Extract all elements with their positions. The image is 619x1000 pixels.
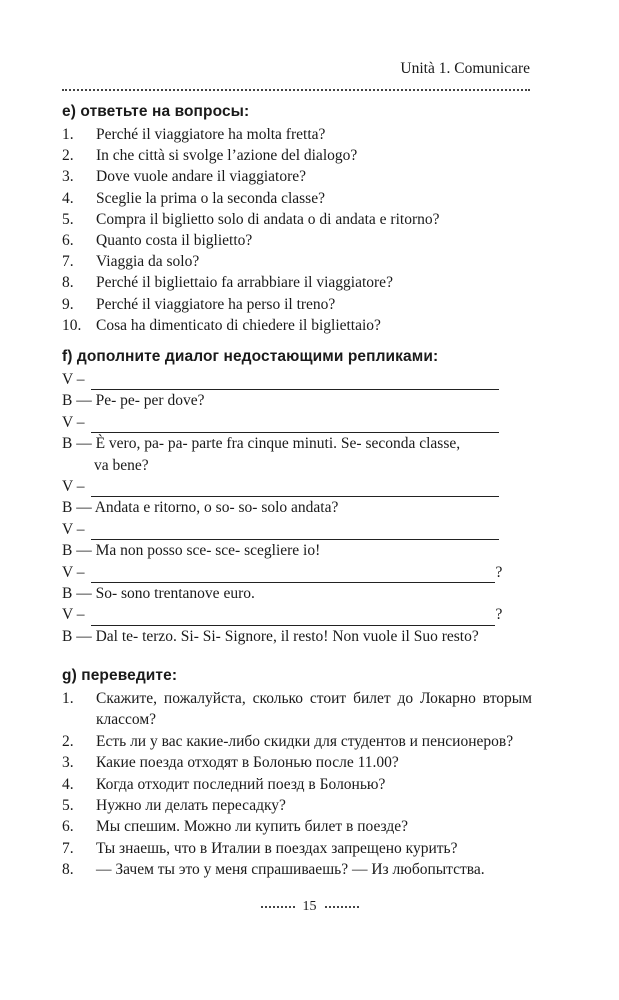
list-item: 8. Perché il bigliettaio fa arrabbiare il viaggiatore? (62, 274, 393, 292)
dialog-line-b: B — So- sono trentanove euro. (62, 585, 255, 603)
list-item: 7. Viaggia da solo? (62, 253, 200, 271)
list-item: 8. — Зачем ты это у меня спрашиваешь? — Из любопытства. (62, 861, 485, 879)
header-dotted-rule (62, 89, 530, 91)
list-item: 5. Compra il biglietto solo di andata o di andata e ritorno? (62, 210, 440, 228)
dialog-line-b: B — Pe- pe- per dove? (62, 392, 205, 410)
fill-in-blank (91, 417, 499, 433)
section-g-heading: g) переведите: (62, 667, 178, 684)
dialog-line-v: V – (62, 476, 532, 497)
dialog-line-b: B — Andata e ritorno, o so- so- solo andata? (62, 499, 339, 517)
footer-dots-right (325, 906, 359, 908)
fill-in-blank (91, 610, 495, 626)
dialog-line-v: V – ? (62, 604, 532, 625)
list-item: 2. In che città si svolge l’azione del dialogo? (62, 147, 358, 165)
dialog-line-v: V – (62, 519, 532, 540)
dialog-line-v: V – ? (62, 562, 532, 583)
dialog-line-v: V – (62, 369, 532, 390)
list-item: 6. Мы спешим. Можно ли купить билет в поезде? (62, 818, 409, 836)
footer-dots-left (261, 906, 295, 908)
fill-in-blank (91, 481, 499, 497)
list-item: 4. Когда отходит последний поезд в Болонью? (62, 775, 386, 793)
list-item: 5. Нужно ли делать пересадку? (62, 797, 286, 815)
section-e-heading: е) ответьте на вопросы: (62, 103, 250, 120)
dialog-line-b: B — Ma non posso sce- sce- scegliere io! (62, 542, 321, 560)
list-item: 1. Скажите, пожалуйста, сколько стоит билет до Локарно вторым классом? (62, 690, 532, 729)
list-item: 2. Есть ли у вас какие-либо скидки для студентов и пенсионеров? (62, 732, 514, 750)
dialog-line-b: B — È vero, pa- pa- parte fra cinque minuti. Se- seconda classe, (62, 435, 461, 453)
list-item: 1. Perché il viaggiatore ha molta fretta? (62, 126, 326, 143)
dialog-exercise (62, 369, 532, 647)
list-item: 7. Ты знаешь, что в Италии в поездах запрещено курить? (62, 839, 458, 857)
running-header: Unità 1. Comunicare (400, 60, 530, 77)
list-item: 4. Sceglie la prima o la seconda classe? (62, 189, 325, 207)
list-item: 3. Dove vuole andare il viaggiatore? (62, 168, 307, 186)
fill-in-blank (91, 567, 495, 583)
fill-in-blank (91, 524, 499, 540)
page-footer (0, 899, 619, 915)
list-item: 3. Какие поезда отходят в Болонью после 11.00? (62, 754, 399, 772)
list-item: 6. Quanto costa il biglietto? (62, 232, 253, 250)
fill-in-blank (91, 374, 499, 390)
page-number: 15 (302, 899, 317, 914)
section-g-translation-list (62, 688, 532, 881)
list-item: 9. Perché il viaggiatore ha perso il treno? (62, 295, 336, 313)
section-e-question-list (62, 124, 532, 336)
dialog-line-v: V – (62, 412, 532, 433)
list-item: 10. Cosa ha dimenticato di chiedere il bigliettaio? (62, 316, 381, 334)
section-f-heading: f) дополните диалог недостающими репликами: (62, 348, 439, 365)
dialog-line-continuation: va bene? (94, 456, 149, 474)
dialog-line-b: B — Dal te- terzo. Si- Si- Signore, il resto! Non vuole il Suo resto? (62, 627, 479, 645)
